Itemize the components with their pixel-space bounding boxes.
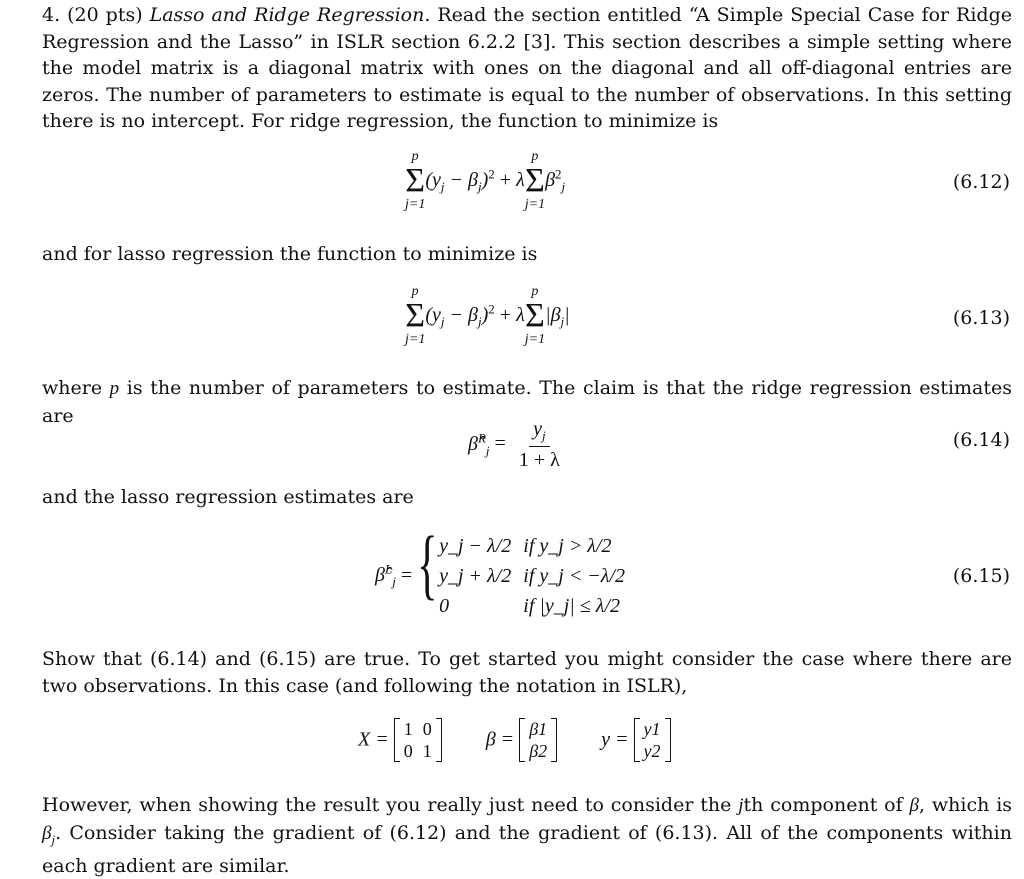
case-row: y_j − λ/2 if y_j > λ/2 xyxy=(439,535,612,557)
sum-symbol: p Σ j=1 xyxy=(405,149,426,212)
equation-label: (6.13) xyxy=(952,307,1010,329)
claim-text: where p is the number of parameters to estimate. The claim is that the ridge regression estimates are xyxy=(42,377,1012,427)
problem-title: Lasso and Ridge Regression. xyxy=(149,4,431,26)
eq-6-13-term1: $(y_j - \beta_j)^2 + \lambda$ xyxy=(425,300,525,329)
equation-6-14: β̂$^R_j$ = $\frac{y_j}{1 + \lambda}$ xyxy=(468,418,568,472)
equation-label: (6.12) xyxy=(952,171,1010,193)
sum-symbol: p Σ j=1 xyxy=(524,149,546,212)
eq-6-12-term1: $(y_j - \beta_j)^2 + \lambda$ xyxy=(425,165,525,194)
case-row: 0 if |y_j| ≤ λ/2 xyxy=(439,595,621,617)
matrix-definitions: X = 1 0 0 1 β = β1 β2 y = y1 y2 xyxy=(358,718,671,762)
equation-6-12 xyxy=(405,150,565,212)
final-text: However, when showing the result you really just need to consider the jth component of β, which is $\beta_j$. Consider taking the gradient of (6.12) and the gradient of (6.13). All of the components within each gradient are similar. xyxy=(42,794,1013,877)
sum-symbol: p Σ j=1 xyxy=(524,284,546,347)
piecewise-cases: { y_j − λ/2 if y_j > λ/2 y_j + λ/2 if y_j < −λ/2 0 if |y_j| ≤ λ/2 xyxy=(417,531,631,621)
case-row: y_j + λ/2 if y_j < −λ/2 xyxy=(439,565,626,587)
eq-6-12-term2: $\beta^2_j$ xyxy=(545,165,566,194)
sum-symbol: p Σ j=1 xyxy=(405,284,426,347)
beta-vector: β1 β2 xyxy=(519,718,557,762)
lasso-estimates-text: and the lasso regression estimates are xyxy=(42,486,414,508)
problem-intro-text: Read the section entitled “A Simple Special Case for Ridge Regression and the Lasso” in ISLR section 6.2.2 [3]. This section describes a simple setting where the model matrix is a diagonal matrix with ones on the diagonal and all off-diagonal entries are zeros. The number of parameters to estimate is equal to the number of observations. In this setting there is no intercept. For ridge regression, the function to minimize is xyxy=(42,4,1013,132)
equation-label: (6.14) xyxy=(952,429,1010,451)
lasso-intro-text: and for lasso regression the function to minimize is xyxy=(42,243,538,265)
show-text: Show that (6.14) and (6.15) are true. To get started you might consider the case where there are two observations. In this case (and following the notation in ISLR), xyxy=(42,648,1012,697)
x-matrix: 1 0 0 1 xyxy=(394,718,442,762)
problem-points: (20 pts) xyxy=(67,4,143,26)
beta-hat-lasso: β̂$^L_j$ xyxy=(375,561,396,590)
eq-6-13-term2: $|\beta_j|$ xyxy=(545,303,570,329)
problem-intro xyxy=(42,2,1012,135)
equation-label: (6.15) xyxy=(952,565,1010,587)
problem-number: 4. xyxy=(42,4,61,26)
equation-6-15: β̂$^L_j$ = { y_j − λ/2 if y_j > λ/2 y_j + λ/2 if y_j < −λ/2 0 if |y_j| ≤ λ/2 xyxy=(375,531,631,621)
y-vector: y1 y2 xyxy=(634,718,671,762)
beta-hat-ridge: β̂$^R_j$ xyxy=(468,429,490,458)
ridge-fraction: $\frac{y_j}{1 + \lambda}$ xyxy=(518,418,560,471)
equation-6-13 xyxy=(405,285,570,347)
